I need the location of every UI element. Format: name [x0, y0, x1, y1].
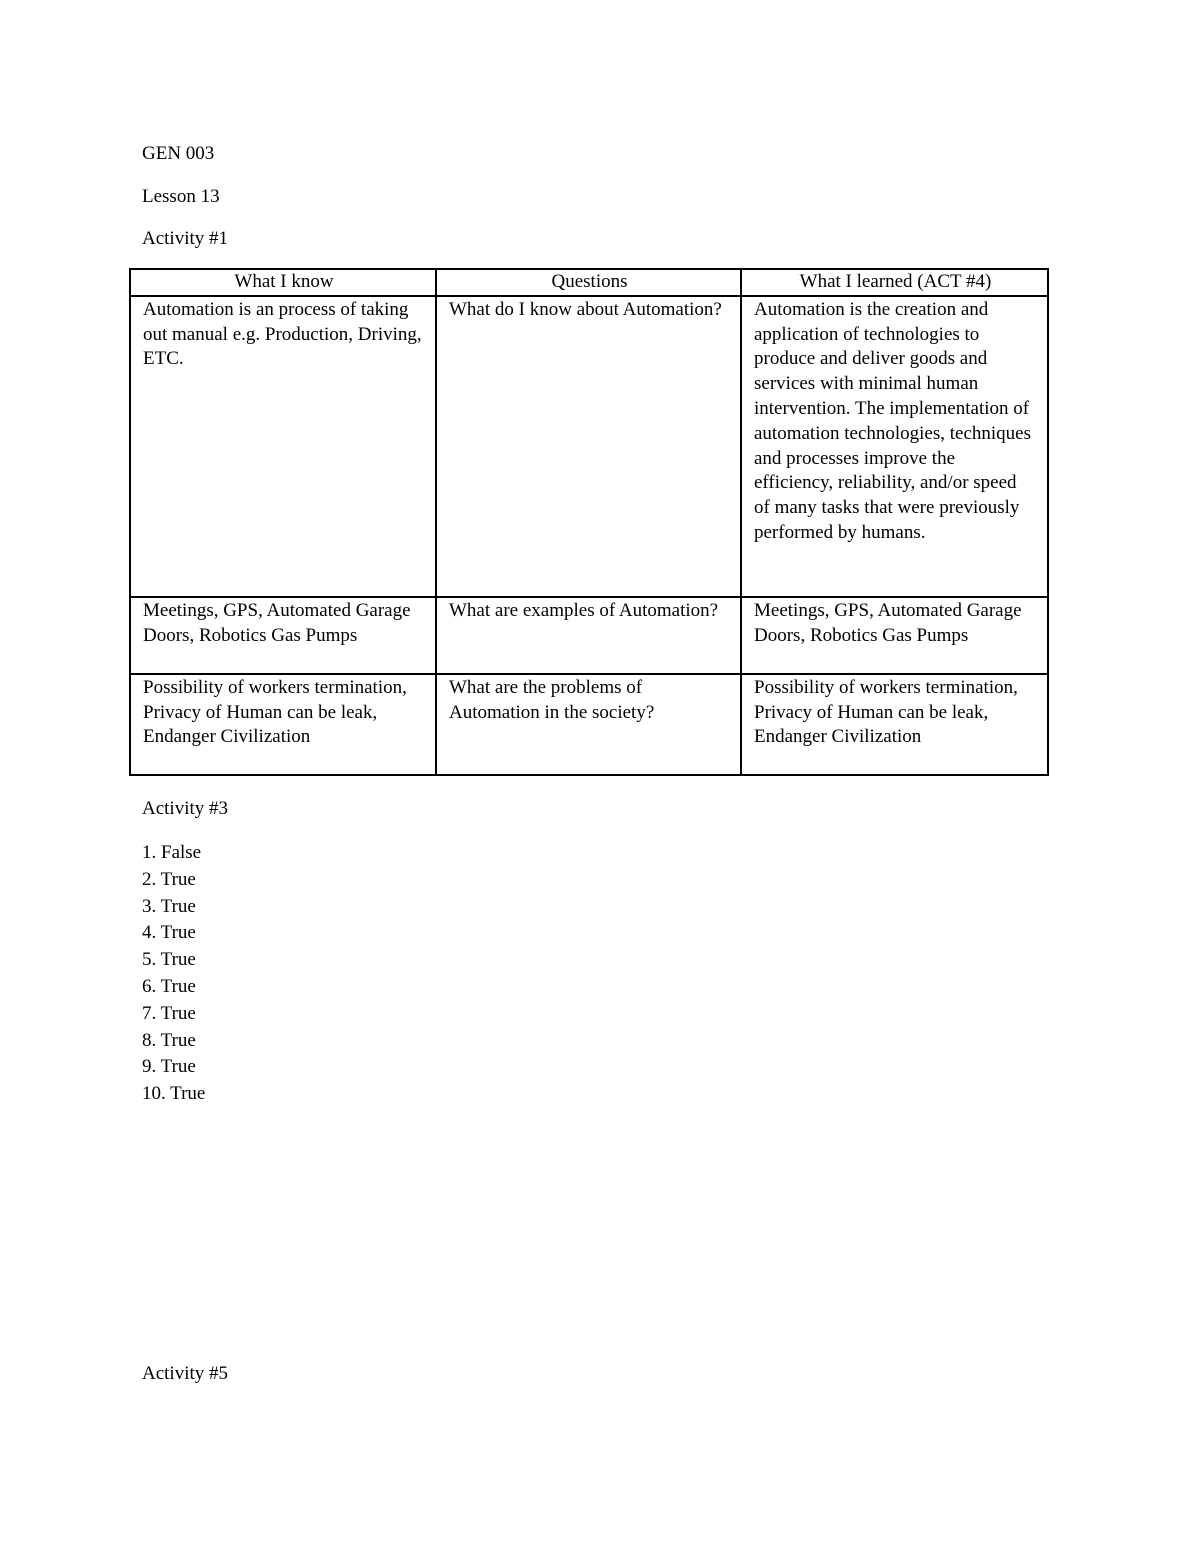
table-cell-question: What do I know about Automation? [436, 296, 741, 597]
table-cell-learned: Meetings, GPS, Automated Garage Doors, Robotics Gas Pumps [741, 597, 1048, 674]
answer-item: 5. True [142, 949, 196, 971]
table-cell-know: Meetings, GPS, Automated Garage Doors, Robotics Gas Pumps [130, 597, 436, 674]
answer-item: 1. False [142, 842, 202, 863]
table-cell-question: What are examples of Automation? [436, 597, 741, 674]
activity-3-answer-list [142, 840, 205, 1108]
table-cell-know: Automation is an process of taking out manual e.g. Production, Driving, ETC. [130, 296, 436, 597]
answer-item: 9. True [142, 1056, 196, 1078]
column-header-what-i-know: What I know [130, 269, 436, 296]
column-header-questions: Questions [436, 269, 741, 296]
answer-item: 10. True [142, 1083, 206, 1105]
answer-item: 6. True [142, 975, 196, 997]
table-cell-learned: Automation is the creation and application of technologies to produce and deliver goods and services with minimal human intervention. The implementation of automation technologies, techniques and processes improve the efficiency, reliability, and/or speed of many tasks that were previously performed by humans. [741, 296, 1048, 597]
table-cell-know: Possibility of workers termination, Privacy of Human can be leak, Endanger Civilization [130, 674, 436, 775]
kwl-table [129, 268, 1049, 776]
course-code: GEN 003 [142, 143, 215, 164]
activity-5-heading: Activity #5 [142, 1363, 229, 1384]
table-cell-question: What are the problems of Automation in the society? [436, 674, 741, 775]
answer-item: 4. True [142, 922, 196, 944]
table-row [130, 597, 1048, 674]
answer-item: 3. True [142, 895, 196, 917]
table-row [130, 296, 1048, 597]
answer-item: 2. True [142, 868, 196, 890]
column-header-what-i-learned: What I learned (ACT #4) [741, 269, 1048, 296]
activity-1-heading: Activity #1 [142, 228, 229, 249]
table-header-row [130, 269, 1048, 296]
lesson-title: Lesson 13 [142, 186, 220, 207]
table-cell-learned: Possibility of workers termination, Privacy of Human can be leak, Endanger Civilization [741, 674, 1048, 775]
activity-3-heading: Activity #3 [142, 798, 229, 819]
table-row [130, 674, 1048, 775]
answer-item: 7. True [142, 1002, 196, 1024]
answer-item: 8. True [142, 1029, 196, 1051]
